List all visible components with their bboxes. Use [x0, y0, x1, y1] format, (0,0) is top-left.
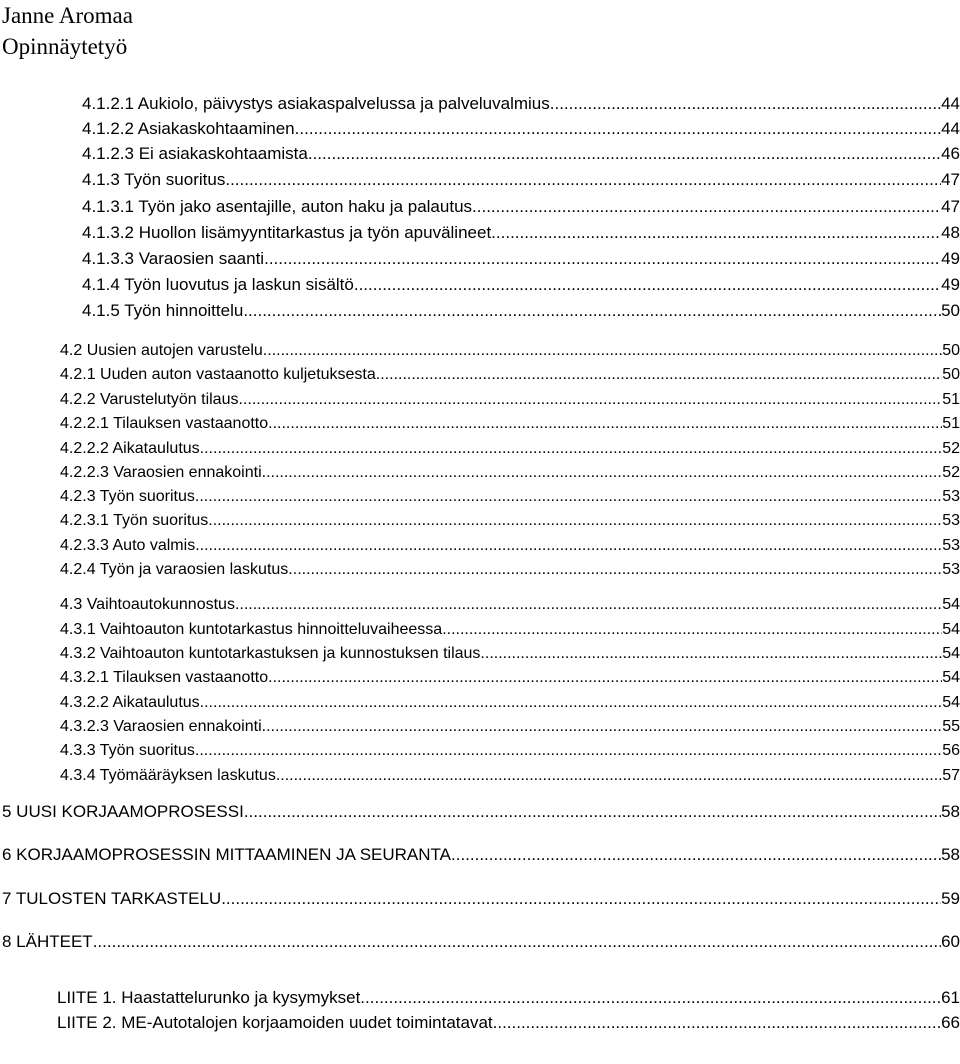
toc-entry-title: 4.1.2.2 Asiakaskohtaaminen	[82, 119, 295, 138]
toc-entry-title: 5 UUSI KORJAAMOPROSESSI	[2, 802, 244, 821]
toc-entry-page: 58	[941, 802, 960, 821]
toc-entry-title: 4.1.3.2 Huollon lisämyyntitarkastus ja työn apuvälineet	[82, 223, 492, 242]
toc-leader-dots	[308, 142, 941, 166]
toc-entry-page: 44	[941, 94, 960, 113]
toc-leader-dots	[264, 247, 941, 271]
toc-entry-title: 6 KORJAAMOPROSESSIN MITTAAMINEN JA SEURANTA	[2, 845, 451, 864]
toc-leader-dots	[235, 593, 942, 617]
document-author: Janne Aromaa	[2, 3, 133, 28]
toc-entry[interactable]	[60, 534, 960, 558]
toc-entry-page: 51	[942, 415, 960, 432]
toc-entry-page: 54	[942, 645, 960, 662]
toc-entry[interactable]	[60, 642, 960, 666]
toc-entry-page: 52	[942, 464, 960, 481]
toc-entry-title: 4.2.2.3 Varaosien ennakointi	[60, 464, 262, 481]
toc-leader-dots	[480, 642, 942, 666]
toc-leader-dots	[442, 618, 942, 642]
toc-entry-page: 56	[942, 742, 960, 759]
toc-entry[interactable]	[60, 666, 960, 690]
toc-entry-title: LIITE 2. ME-Autotalojen korjaamoiden uudet toimintatavat	[57, 1013, 493, 1032]
toc-leader-dots	[376, 363, 942, 387]
toc-entry-page: 51	[942, 391, 960, 408]
toc-entry-page: 53	[942, 512, 960, 529]
toc-entry[interactable]	[60, 461, 960, 485]
toc-entry[interactable]	[2, 843, 960, 867]
toc-entry[interactable]	[82, 142, 960, 166]
toc-leader-dots	[200, 437, 943, 461]
toc-leader-dots	[238, 388, 942, 412]
toc-entry-title: 4.3 Vaihtoautokunnostus	[60, 596, 235, 613]
toc-entry[interactable]	[82, 221, 960, 245]
toc-entry[interactable]	[60, 388, 960, 412]
toc-entry-title: 4.1.2.1 Aukiolo, päivystys asiakaspalvelussa ja palveluvalmius	[82, 94, 550, 113]
toc-entry-title: LIITE 1. Haastattelurunko ja kysymykset	[57, 988, 361, 1007]
toc-leader-dots	[262, 461, 943, 485]
toc-leader-dots	[262, 715, 943, 739]
toc-leader-dots	[225, 168, 941, 192]
toc-entry[interactable]	[82, 168, 960, 192]
document-subtitle: Opinnäytetyö	[2, 34, 128, 59]
toc-entry-page: 59	[941, 889, 960, 908]
toc-entry-title: 4.2.3 Työn suoritus	[60, 488, 195, 505]
toc-entry[interactable]	[60, 485, 960, 509]
toc-entry-title: 4.3.1 Vaihtoauton kuntotarkastus hinnoitteluvaiheessa	[60, 621, 443, 638]
toc-entry[interactable]	[2, 887, 960, 911]
toc-leader-dots	[268, 412, 942, 436]
toc-leader-dots	[360, 986, 941, 1010]
toc-entry-title: 4.2.2.2 Aikataulutus	[60, 440, 200, 457]
toc-entry[interactable]	[60, 691, 960, 715]
toc-entry-page: 53	[942, 488, 960, 505]
toc-leader-dots	[295, 117, 941, 141]
toc-entry-title: 4.1.4 Työn luovutus ja laskun sisältö	[82, 275, 354, 294]
toc-entry[interactable]	[60, 437, 960, 461]
toc-entry[interactable]	[57, 1011, 960, 1035]
toc-entry[interactable]	[60, 363, 960, 387]
toc-leader-dots	[276, 764, 942, 788]
toc-entry-title: 4.2.2 Varustelutyön tilaus	[60, 391, 239, 408]
toc-leader-dots	[491, 221, 941, 245]
toc-leader-dots	[451, 843, 941, 867]
toc-entry-page: 58	[941, 845, 960, 864]
toc-leader-dots	[195, 485, 942, 509]
toc-leader-dots	[263, 339, 942, 363]
toc-entry[interactable]	[60, 593, 960, 617]
toc-entry-page: 50	[942, 342, 960, 359]
toc-entry-page: 60	[941, 932, 960, 951]
toc-entry-title: 4.2.2.1 Tilauksen vastaanotto	[60, 415, 269, 432]
toc-entry-page: 46	[941, 144, 960, 163]
toc-leader-dots	[195, 739, 942, 763]
toc-entry-page: 54	[942, 596, 960, 613]
toc-entry-title: 4.1.3.1 Työn jako asentajille, auton haku ja palautus	[82, 197, 473, 216]
toc-leader-dots	[243, 299, 941, 323]
toc-entry[interactable]	[82, 117, 960, 141]
toc-entry-page: 66	[941, 1013, 960, 1032]
toc-entry[interactable]	[60, 558, 960, 582]
toc-entry-title: 7 TULOSTEN TARKASTELU	[2, 889, 222, 908]
toc-leader-dots	[221, 887, 941, 911]
toc-entry[interactable]	[2, 930, 960, 954]
toc-entry-title: 4.3.4 Työmääräyksen laskutus	[60, 767, 276, 784]
toc-entry-title: 4.3.2 Vaihtoauton kuntotarkastuksen ja kunnostuksen tilaus	[60, 645, 481, 662]
toc-entry-title: 4.2.4 Työn ja varaosien laskutus	[60, 561, 289, 578]
toc-leader-dots	[244, 800, 941, 824]
toc-entry-title: 4.2.3.3 Auto valmis	[60, 537, 196, 554]
toc-leader-dots	[472, 195, 941, 219]
toc-entry-page: 53	[942, 561, 960, 578]
toc-entry[interactable]	[60, 764, 960, 788]
toc-entry-page: 50	[942, 366, 960, 383]
toc-leader-dots	[268, 666, 942, 690]
toc-leader-dots	[195, 534, 942, 558]
toc-leader-dots	[93, 930, 941, 954]
toc-entry-title: 8 LÄHTEET	[2, 932, 93, 951]
toc-entry[interactable]	[60, 509, 960, 533]
toc-entry[interactable]	[60, 739, 960, 763]
toc-leader-dots	[493, 1011, 941, 1035]
toc-leader-dots	[208, 509, 942, 533]
toc-entry-page: 44	[941, 119, 960, 138]
toc-entry-title: 4.1.3.3 Varaosien saanti	[82, 249, 265, 268]
toc-entry-page: 47	[941, 197, 960, 216]
toc-entry-page: 47	[941, 170, 960, 189]
toc-entry[interactable]	[82, 195, 960, 219]
toc-entry-page: 48	[941, 223, 960, 242]
toc-entry[interactable]	[60, 412, 960, 436]
toc-entry-page: 61	[941, 988, 960, 1007]
toc-entry-page: 54	[942, 669, 960, 686]
toc-entry-title: 4.1.5 Työn hinnoittelu	[82, 301, 244, 320]
toc-entry-page: 55	[942, 718, 960, 735]
toc-entry-title: 4.3.2.2 Aikataulutus	[60, 694, 200, 711]
toc-entry-page: 54	[942, 621, 960, 638]
toc-entry[interactable]	[82, 299, 960, 323]
toc-entry-title: 4.3.3 Työn suoritus	[60, 742, 195, 759]
toc-entry[interactable]	[60, 618, 960, 642]
toc-entry-title: 4.2.1 Uuden auton vastaanotto kuljetuksesta	[60, 366, 376, 383]
toc-entry-page: 54	[942, 694, 960, 711]
toc-entry-title: 4.2 Uusien autojen varustelu	[60, 342, 263, 359]
toc-entry-title: 4.3.2.3 Varaosien ennakointi	[60, 718, 262, 735]
toc-entry-page: 53	[942, 537, 960, 554]
toc-entry[interactable]	[82, 273, 960, 297]
toc-leader-dots	[354, 273, 941, 297]
toc-entry-title: 4.3.2.1 Tilauksen vastaanotto	[60, 669, 269, 686]
toc-entry[interactable]	[60, 339, 960, 363]
toc-entry-page: 49	[941, 249, 960, 268]
toc-leader-dots	[200, 691, 943, 715]
toc-entry-page: 50	[941, 301, 960, 320]
toc-entry-title: 4.2.3.1 Työn suoritus	[60, 512, 209, 529]
toc-entry-page: 57	[942, 767, 960, 784]
toc-leader-dots	[288, 558, 942, 582]
toc-entry[interactable]	[60, 715, 960, 739]
toc-entry-title: 4.1.2.3 Ei asiakaskohtaamista	[82, 144, 308, 163]
toc-entry-page: 52	[942, 440, 960, 457]
toc-entry[interactable]	[2, 800, 960, 824]
toc-entry[interactable]	[57, 986, 960, 1010]
toc-leader-dots	[550, 92, 941, 116]
toc-entry-page: 49	[941, 275, 960, 294]
toc-entry-title: 4.1.3 Työn suoritus	[82, 170, 226, 189]
toc-entry[interactable]	[82, 247, 960, 271]
toc-entry[interactable]	[82, 92, 960, 116]
